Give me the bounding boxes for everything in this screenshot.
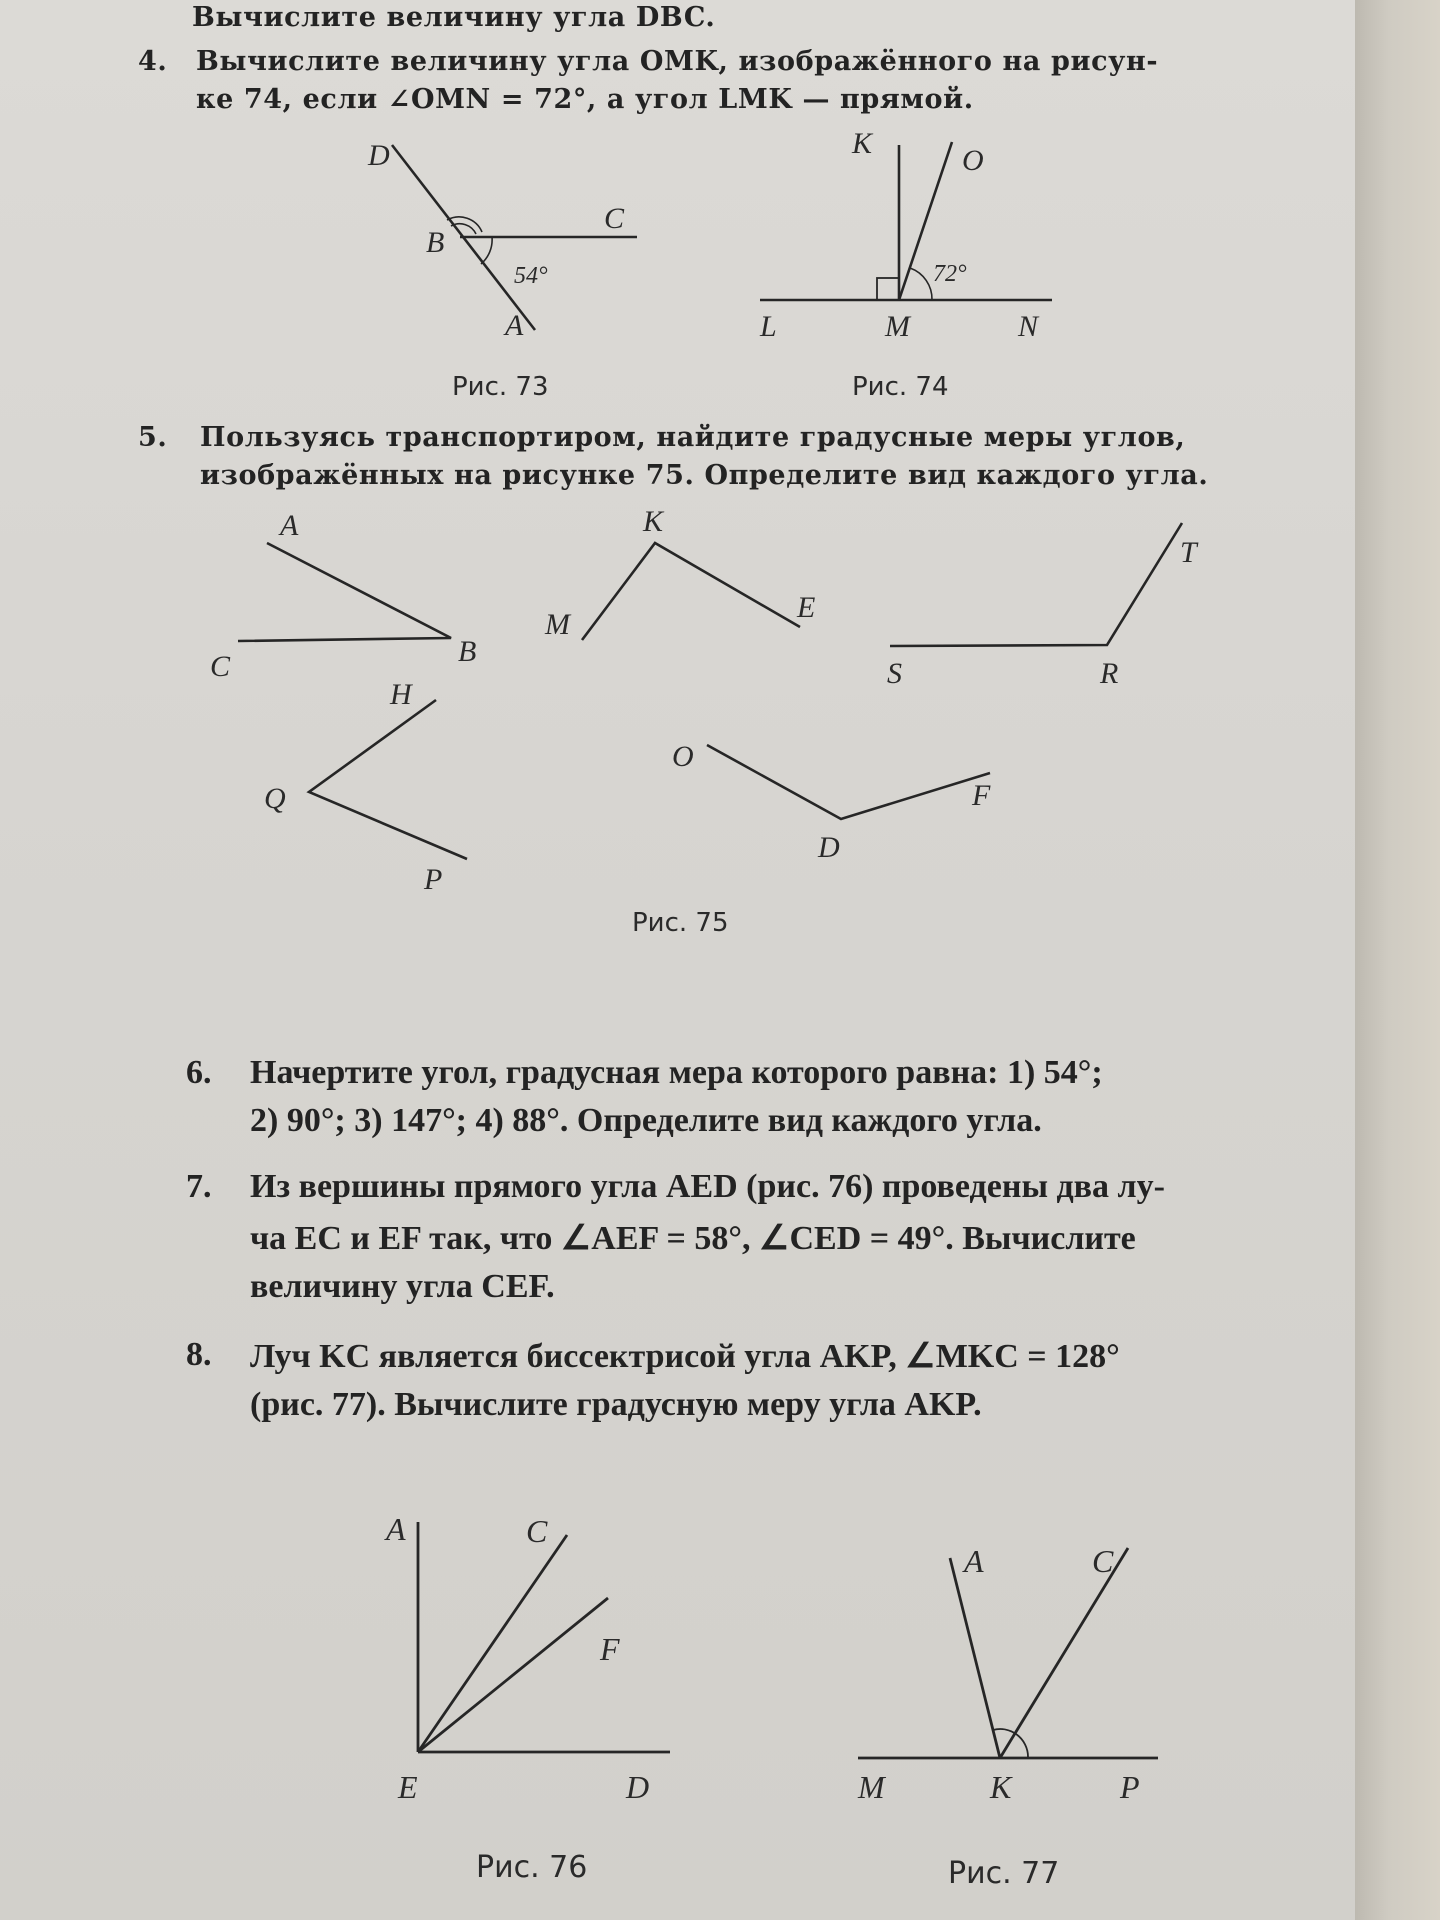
task5-line2: изображённых на рисунке 75. Определите вид каждого угла. bbox=[200, 460, 1209, 491]
fig77-label-P: P bbox=[1120, 1769, 1140, 1805]
fig77-label-C: C bbox=[1092, 1543, 1114, 1579]
fig74-caption: Рис. 74 bbox=[852, 372, 949, 402]
figure-77 bbox=[858, 1548, 1158, 1758]
fig75-label-M: M bbox=[545, 608, 570, 641]
fig77-caption: Рис. 77 bbox=[948, 1856, 1060, 1891]
fig75-label-D: D bbox=[818, 831, 840, 864]
fig73-label-D: D bbox=[368, 139, 390, 172]
fig76-label-D: D bbox=[626, 1769, 650, 1805]
fig75-label-F: F bbox=[972, 779, 991, 812]
fig75-angle-SRT bbox=[890, 523, 1182, 646]
fig77-arc-1 bbox=[993, 1729, 1016, 1734]
fig77-ray-KC bbox=[1000, 1548, 1128, 1758]
task7-number: 7. bbox=[186, 1168, 212, 1205]
fig75-label-P: P bbox=[424, 863, 443, 896]
task6-line2: 2) 90°; 3) 147°; 4) 88°. Определите вид каждого угла. bbox=[250, 1102, 1042, 1139]
fig76-ray-EF bbox=[418, 1598, 608, 1752]
fig75-caption: Рис. 75 bbox=[632, 908, 729, 938]
fig75-label-K: K bbox=[643, 505, 664, 538]
task3-tail: Вычислите величину угла DBC. bbox=[192, 2, 716, 33]
task5-line1: Пользуясь транспортиром, найдите градусные меры углов, bbox=[200, 422, 1186, 453]
task8-line2: (рис. 77). Вычислите градусную меру угла AKP. bbox=[250, 1386, 982, 1423]
fig75-angle-ODF bbox=[707, 745, 990, 819]
fig77-label-K: K bbox=[990, 1769, 1012, 1805]
fig75-label-A: A bbox=[280, 509, 299, 542]
figure-75 bbox=[238, 523, 1182, 859]
fig75-label-Q: Q bbox=[264, 782, 286, 815]
fig73-label-B: B bbox=[426, 226, 445, 259]
task8-line1: Луч KC является биссектрисой угла AKP, ∠MKC = 128° bbox=[250, 1338, 1120, 1375]
task4-line2: ке 74, если ∠OMN = 72°, а угол LMK — прямой. bbox=[196, 84, 974, 115]
figure-74 bbox=[760, 142, 1052, 300]
fig75-angle-MKE bbox=[582, 543, 800, 640]
fig77-label-M: M bbox=[858, 1769, 885, 1805]
fig74-label-angle: 72° bbox=[933, 261, 967, 287]
task6-line1: Начертите угол, градусная мера которого равна: 1) 54°; bbox=[250, 1054, 1103, 1091]
task7-line2: ча EC и EF так, что ∠AEF = 58°, ∠CED = 49°. Вычислите bbox=[250, 1220, 1136, 1257]
task5-number: 5. bbox=[138, 422, 168, 453]
fig75-label-S: S bbox=[887, 657, 902, 690]
task7-line3: величину угла CEF. bbox=[250, 1268, 555, 1305]
fig75-label-H: H bbox=[390, 678, 412, 711]
task8-number: 8. bbox=[186, 1336, 212, 1373]
fig77-ray-KA bbox=[950, 1558, 1000, 1758]
task4-number: 4. bbox=[138, 46, 168, 77]
fig75-label-C: C bbox=[210, 650, 231, 683]
task4-line1: Вычислите величину угла OMK, изображённого на рисун- bbox=[196, 46, 1159, 77]
fig75-label-R: R bbox=[1100, 657, 1119, 690]
fig75-label-E: E bbox=[797, 591, 816, 624]
fig75-angle-ABC bbox=[238, 543, 451, 641]
fig76-label-E: E bbox=[398, 1769, 418, 1805]
task7-line1: Из вершины прямого угла AED (рис. 76) проведены два лу- bbox=[250, 1168, 1165, 1205]
fig75-label-O: O bbox=[672, 740, 694, 773]
fig74-label-M: M bbox=[885, 310, 910, 343]
fig76-label-A: A bbox=[386, 1511, 406, 1547]
fig74-label-O: O bbox=[962, 144, 984, 177]
fig77-arc-2 bbox=[1016, 1734, 1028, 1758]
fig74-label-K: K bbox=[852, 127, 873, 160]
fig75-label-T: T bbox=[1180, 536, 1197, 569]
fig75-angle-HQP bbox=[309, 700, 467, 859]
fig74-arc-72 bbox=[910, 268, 932, 300]
fig77-label-A: A bbox=[964, 1543, 984, 1579]
fig75-label-B: B bbox=[458, 635, 477, 668]
fig76-ray-EC bbox=[418, 1535, 567, 1752]
fig73-caption: Рис. 73 bbox=[452, 372, 549, 402]
figure-76 bbox=[418, 1522, 670, 1752]
fig73-label-angle: 54° bbox=[514, 263, 548, 289]
fig74-label-L: L bbox=[760, 310, 777, 343]
fig73-arc-54 bbox=[481, 237, 492, 264]
task6-number: 6. bbox=[186, 1054, 212, 1091]
fig73-label-A: A bbox=[505, 309, 524, 342]
fig74-right-angle-mark bbox=[877, 278, 899, 300]
fig73-label-C: C bbox=[604, 202, 625, 235]
fig76-caption: Рис. 76 bbox=[476, 1850, 588, 1885]
fig76-label-F: F bbox=[600, 1631, 620, 1667]
fig76-label-C: C bbox=[526, 1513, 548, 1549]
fig74-label-N: N bbox=[1018, 310, 1039, 343]
